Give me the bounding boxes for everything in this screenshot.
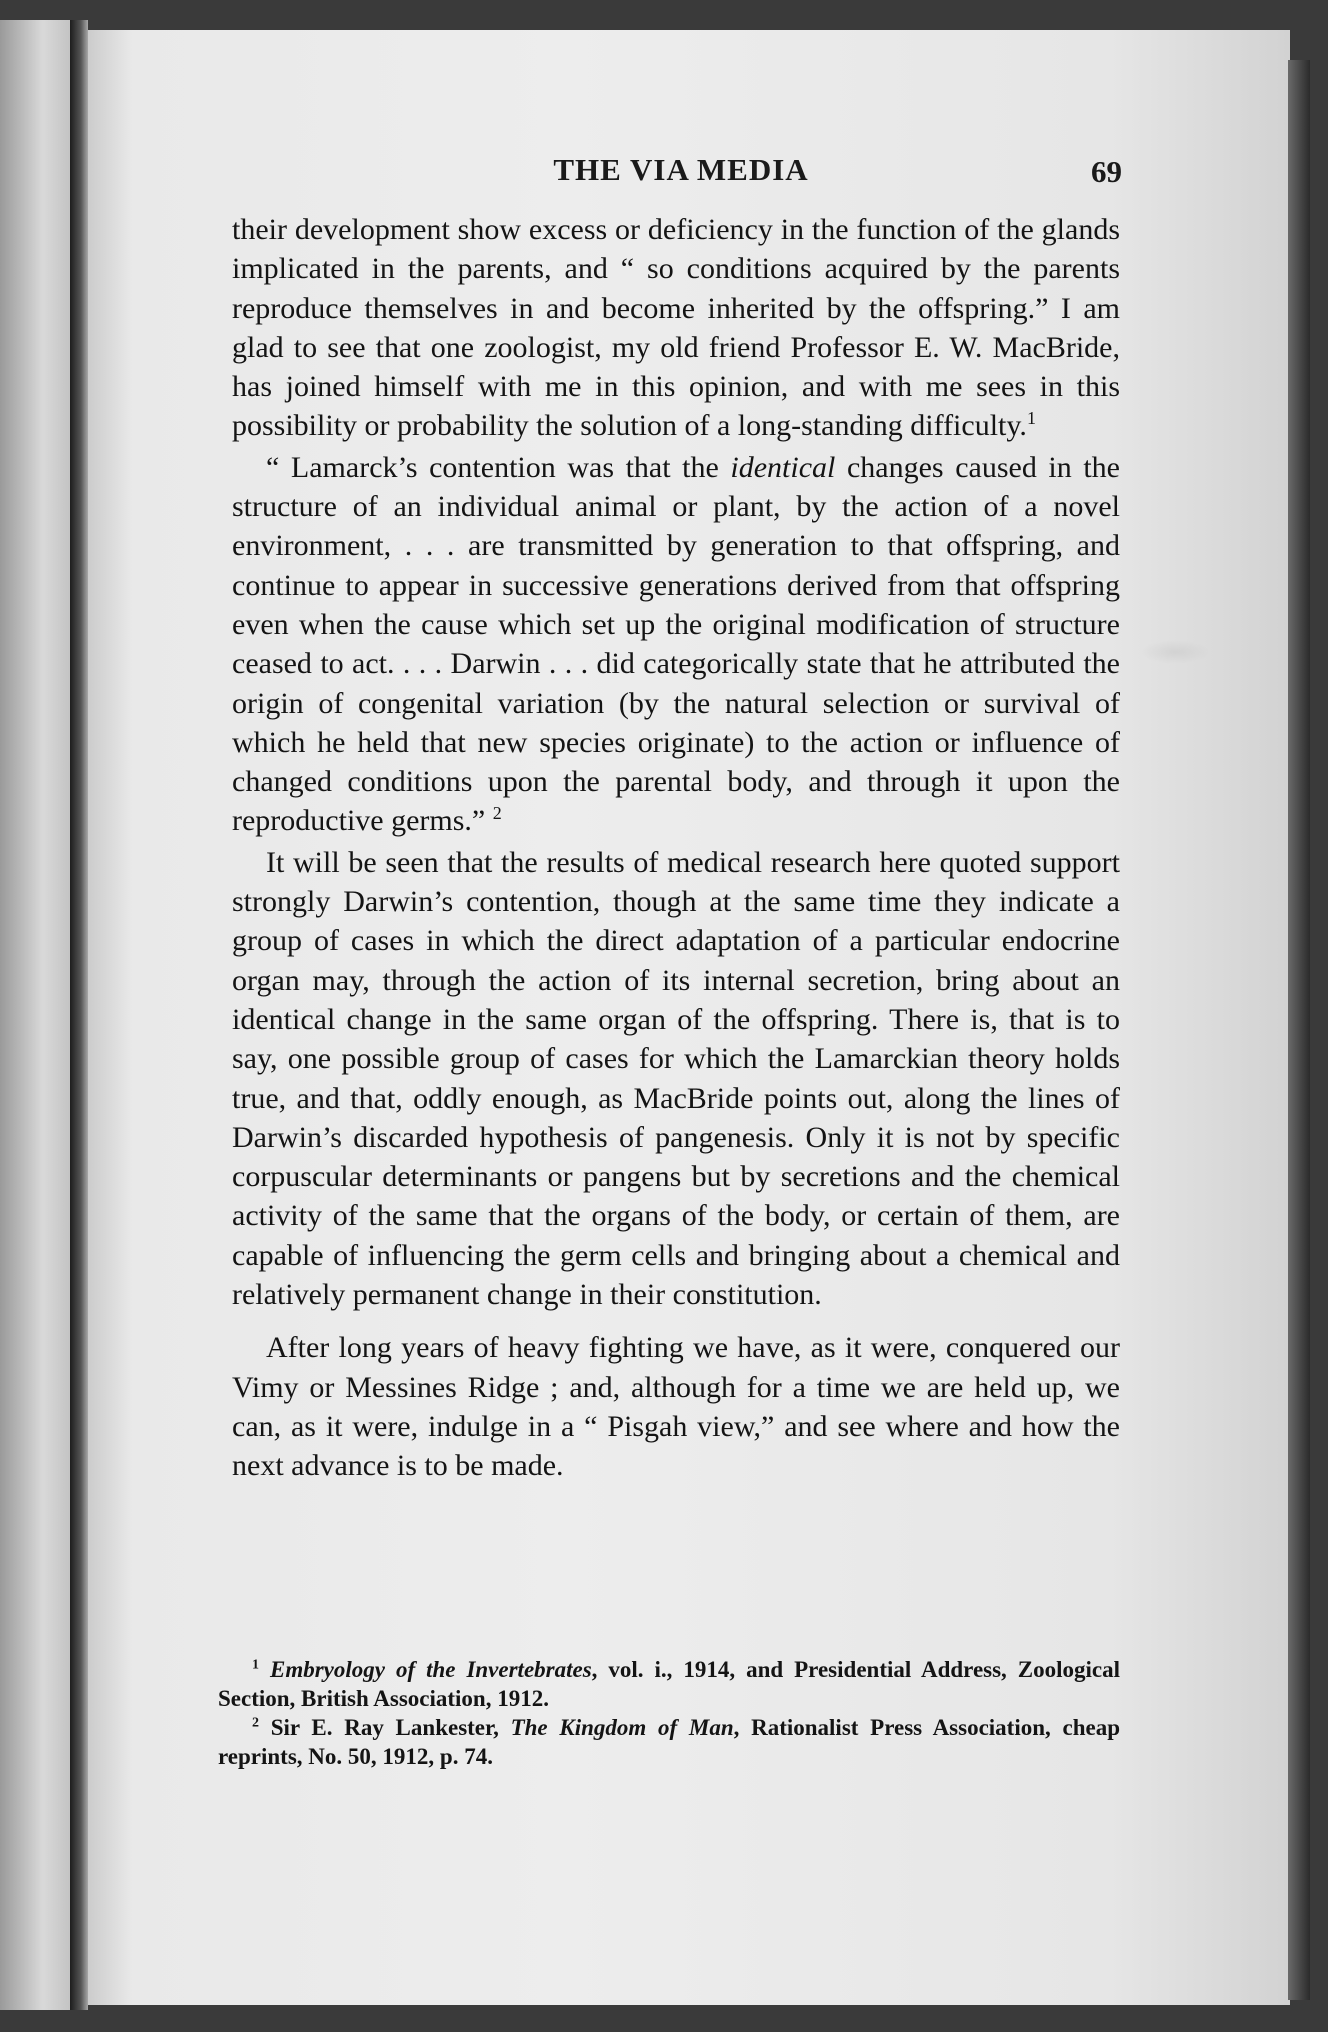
italic-phrase: The Kingdom of Man bbox=[510, 1715, 734, 1740]
footnote-reference: 2 bbox=[252, 1715, 259, 1731]
paragraph-3 bbox=[232, 843, 1120, 1315]
footnote-reference: 2 bbox=[492, 803, 502, 824]
body-text bbox=[232, 210, 1120, 1486]
page-number: 69 bbox=[1091, 154, 1122, 189]
text-run bbox=[259, 1657, 270, 1682]
ink-smudge bbox=[1140, 640, 1210, 664]
text-run: “ Lamarck’s contention was that the bbox=[266, 450, 731, 484]
text-run: , vol. i., 1914, and Presidential Address, Zoological Section, British Association, 1912. bbox=[218, 1657, 1120, 1711]
text-run: It will be seen that the results of medical research here quoted support strongly Darwin’s contention, though at the same time they indicate a group of cases in which the direct adaptation of a particular endocrine organ may, through the action of its internal secretion, bring about an identical change in the same organ of the offspring. There is, that is to say, one possible group of cases for which the Lamarckian theory holds true, and that, oddly enough, as MacBride points out, along the lines of Darwin’s discarded hypothesis of pangenesis. Only it is not by specific corpuscular determinants or pangens but by secretions and the chemical activity of the same that the organs of the body, or certain of them, are capable of influencing the germ cells and bringing about a chemical and relatively permanent change in their constitution. bbox=[232, 845, 1120, 1312]
facing-page-edge bbox=[0, 20, 78, 2010]
text-run: their development show excess or deficiency in the function of the glands implicated in the parents, and “ so conditions acquired by the parents reproduce themselves in and become inherited by the offspring.” I am glad to see that one zoologist, my old friend Professor E. W. MacBride, has joined himself with me in this opinion, and with me sees in this possibility or probability the solution of a long-standing difficulty. bbox=[232, 213, 1120, 443]
italic-phrase: Embryology of the Invertebrates bbox=[269, 1657, 592, 1682]
book-gutter bbox=[70, 20, 88, 2010]
running-title: THE VIA MEDIA bbox=[553, 152, 809, 187]
paragraph-1 bbox=[232, 210, 1120, 446]
paragraph-4 bbox=[232, 1328, 1120, 1485]
running-head bbox=[240, 152, 1122, 194]
footnotes bbox=[218, 1655, 1120, 1771]
footnote-reference: 1 bbox=[1026, 408, 1036, 429]
page-edge-shadow bbox=[1288, 60, 1310, 2000]
paragraph-2-quotation bbox=[232, 448, 1120, 841]
text-run: , Rationalist Press Association, cheap reprints, No. 50, 1912, p. 74. bbox=[218, 1715, 1120, 1769]
text-run: changes caused in the structure of an individual animal or plant, by the action of a novel environment, . . . are transmitted by generation to that offspring, and continue to appear in successive generations derived from that offspring even when the cause which set up the original modification of structure ceased to act. . . . Darwin . . . did categorically state that he attributed the origin of congenital variation (by the natural selection or survival of which he held that new species originate) to the action or influence of changed conditions upon the parental body, and through it upon the reproductive germs.” bbox=[232, 450, 1120, 838]
footnote-1 bbox=[218, 1655, 1120, 1713]
footnote-reference: 1 bbox=[252, 1657, 259, 1673]
text-run: After long years of heavy fighting we have, as it were, conquered our Vimy or Messines Ridge ; and, although for a time we are held up, we can, as it were, indulge in a “ Pisgah view,” and see where and how the next advance is to be made. bbox=[232, 1331, 1120, 1483]
italic-phrase: identical bbox=[730, 450, 836, 484]
footnote-2 bbox=[218, 1713, 1120, 1771]
text-run: Sir E. Ray Lankester, bbox=[259, 1715, 511, 1740]
